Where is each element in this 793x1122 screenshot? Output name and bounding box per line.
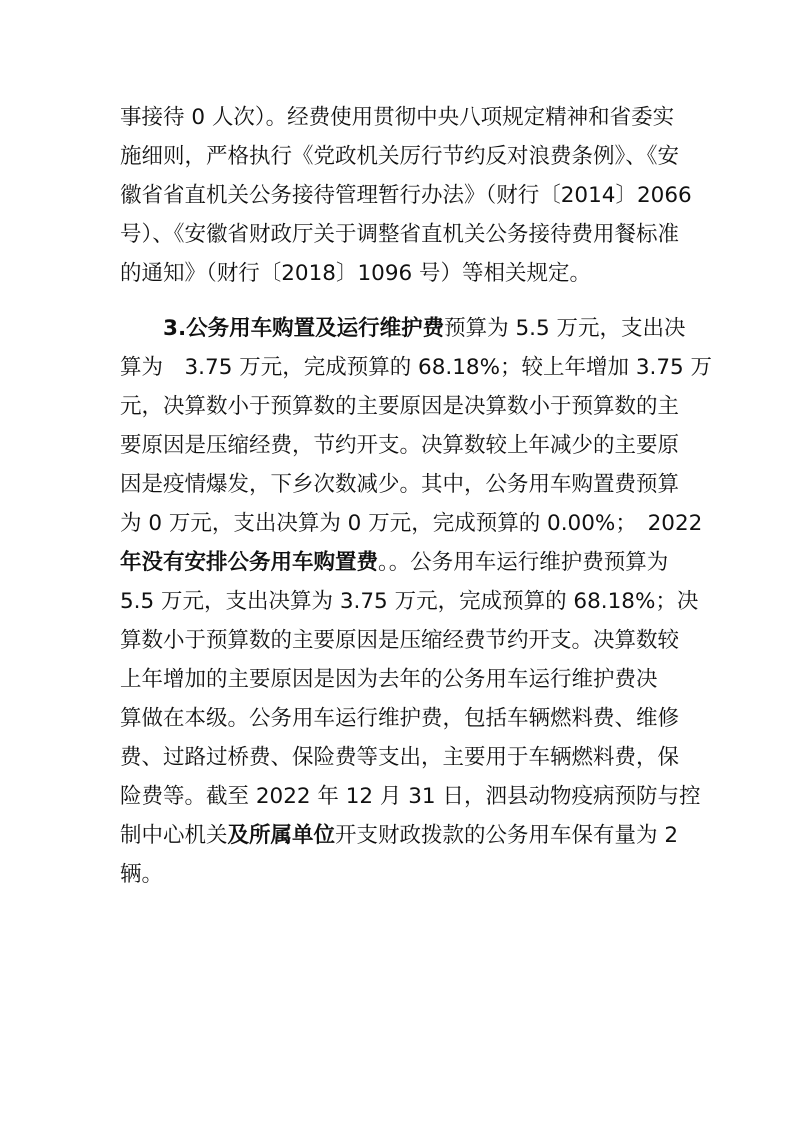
- paragraph-2-line-9: 算数小于预算数的主要原因是压缩经费节约开支。决算数较: [120, 628, 680, 653]
- paragraph-2-line-6: 为 0 万元，支出决算为 0 万元，完成预算的 0.00%； 2022: [120, 511, 703, 536]
- paragraph-2-line-14-text: 开支财政拨款的公务用车保有量为 2: [335, 823, 679, 848]
- paragraph-2-line-7-text: 。。公务用车运行维护费预算为: [378, 550, 669, 575]
- bold-phrase-no-purchase: 年没有安排公务用车购置费: [120, 550, 379, 575]
- paragraph-2-line-12: 费、过路过桥费、保险费等支出，主要用于车辆燃料费，保: [120, 745, 680, 770]
- paragraph-2-line-10: 上年增加的主要原因是因为去年的公务用车运行维护费决: [120, 667, 658, 692]
- paragraph-1-line-4: 号）、《安徽省财政厅关于调整省直机关公务接待费用餐标准: [120, 222, 680, 247]
- paragraph-2-line-8: 5.5 万元，支出决算为 3.75 万元，完成预算的 68.18%；决: [120, 589, 699, 614]
- paragraph-2-line-7: [120, 543, 680, 583]
- paragraph-2-line-2: 算为 3.75 万元，完成预算的 68.18%；较上年增加 3.75 万: [120, 355, 713, 380]
- paragraph-1-line-3: 徽省省直机关公务接待管理暂行办法》（财行〔2014〕2066: [120, 183, 692, 208]
- paragraph-1-line-5: 的通知》（财行〔2018〕1096 号）等相关规定。: [120, 261, 592, 286]
- paragraph-2-line-5: 因是疫情爆发，下乡次数减少。其中，公务用车购置费预算: [120, 472, 680, 497]
- paragraph-1-line-2: 施细则，严格执行《党政机关厉行节约反对浪费条例》、《安: [120, 144, 680, 169]
- bold-phrase-affiliated-units: 及所属单位: [227, 823, 336, 848]
- paragraph-2-line-3: 元，决算数小于预算数的主要原因是决算数小于预算数的主: [120, 394, 680, 419]
- paragraph-2-line-15: 辆。: [120, 862, 164, 887]
- paragraph-2-line-4: 要原因是压缩经费，节约开支。决算数较上年减少的主要原: [120, 433, 680, 458]
- paragraph-1-line-1: 事接待 0 人次）。经费使用贯彻中央八项规定精神和省委实: [120, 105, 675, 130]
- paragraph-2-line-11: 算做在本级。公务用车运行维护费，包括车辆燃料费、维修: [120, 706, 680, 731]
- paragraph-2-line-1-text: 预算为 5.5 万元，支出决: [444, 316, 686, 341]
- section-heading: 3.公务用车购置及运行维护费: [163, 316, 445, 341]
- paragraph-2-line-1: [163, 309, 723, 349]
- paragraph-2-line-14-start: 制中心机关: [120, 823, 228, 848]
- paragraph-2-line-13: 险费等。截至 2022 年 12 月 31 日，泗县动物疫病预防与控: [120, 784, 701, 809]
- paragraph-2-line-14: [120, 816, 680, 856]
